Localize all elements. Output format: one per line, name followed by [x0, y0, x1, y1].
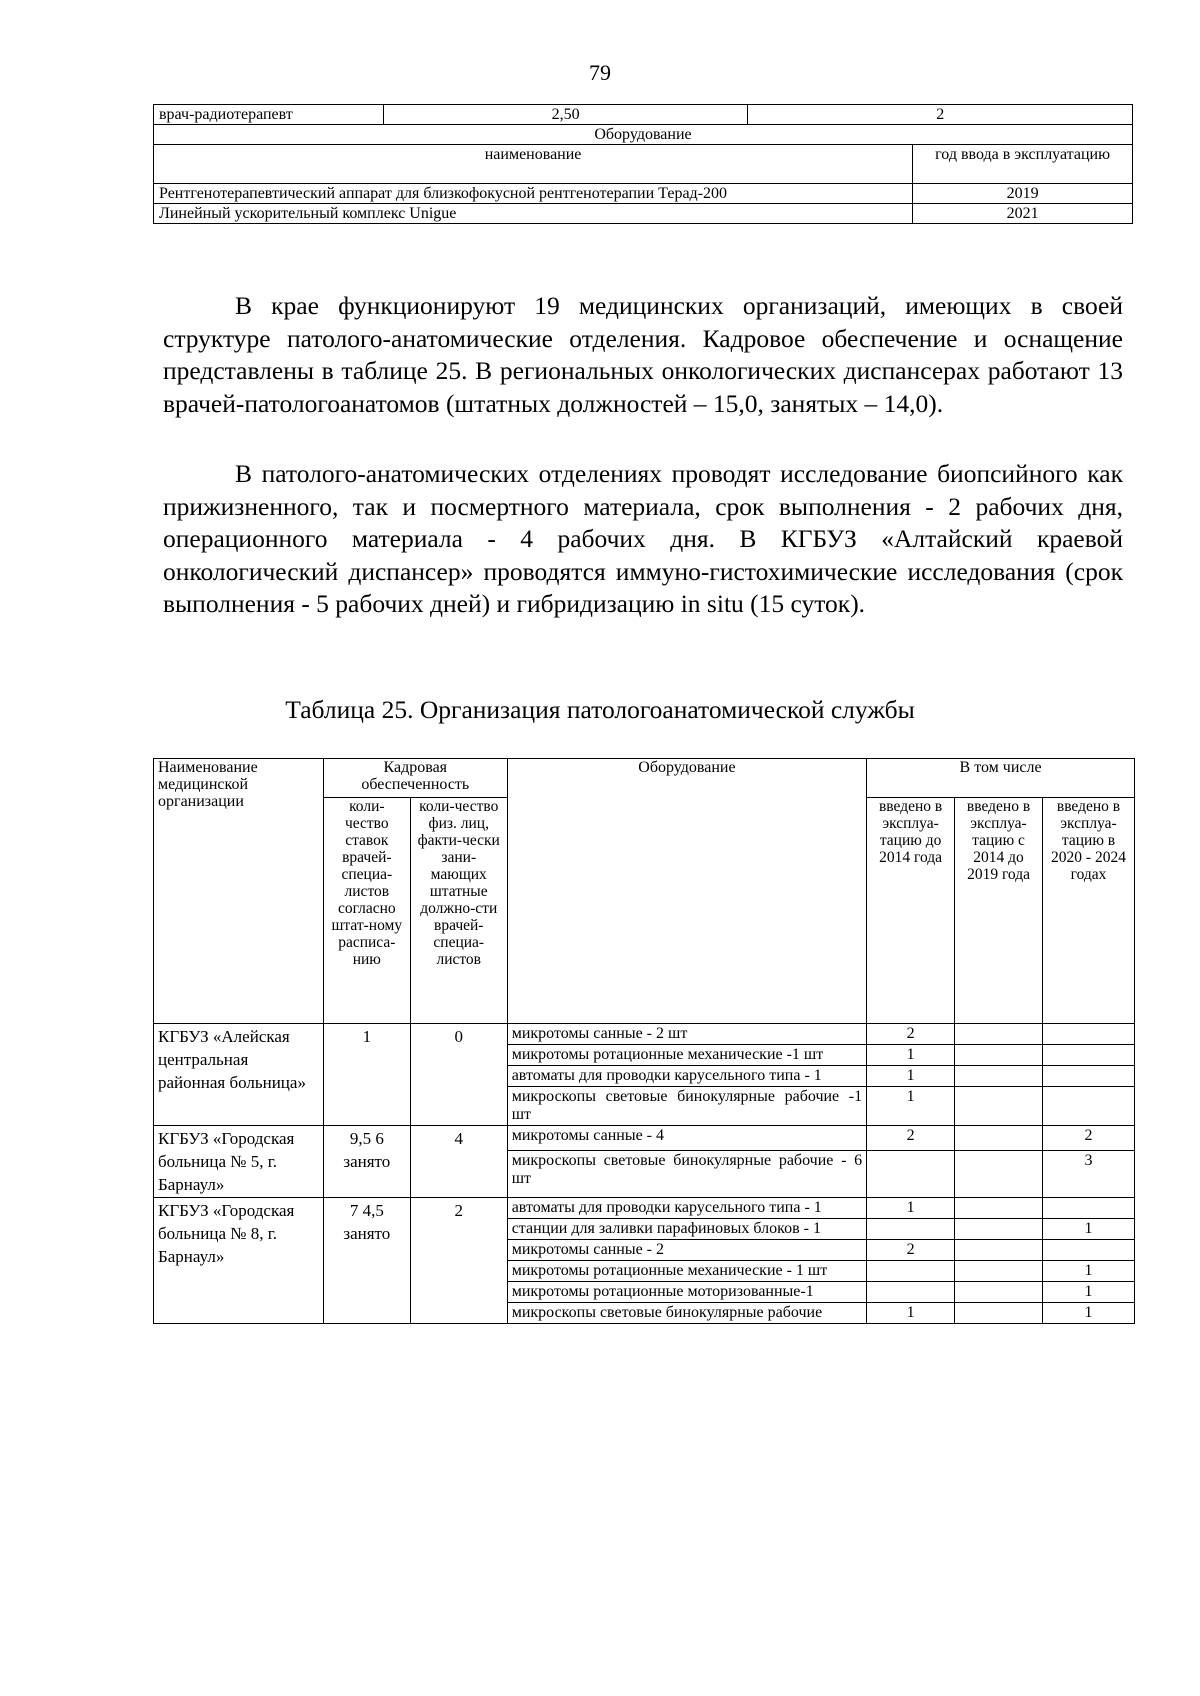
2014-2019-cell	[955, 1282, 1043, 1303]
equipment-cell: микроскопы световые бинокулярные рабочие -1 шт	[507, 1087, 866, 1126]
staff-count-cell: 2	[748, 105, 1133, 125]
staffing-header: Кадровая обеспеченность	[323, 759, 507, 798]
equipment-cell: микротомы санные - 2 шт	[507, 1024, 866, 1045]
table-row	[154, 105, 1133, 125]
staff-positions-header: коли-чество ставок врачей-специа-листов согласно штат-ному расписа-нию	[323, 798, 410, 1024]
table-row	[154, 184, 1133, 204]
2020-2024-cell: 1	[1043, 1261, 1135, 1282]
staff-rate-cell: 2,50	[383, 105, 748, 125]
2014-2019-header: введено в эксплуа-тацию с 2014 до 2019 года	[955, 798, 1043, 1024]
2014-2019-cell	[955, 1261, 1043, 1282]
2020-2024-cell	[1043, 1087, 1135, 1126]
2020-2024-header: введено в эксплуа-тацию в 2020 - 2024 годах	[1043, 798, 1135, 1024]
persons-cell: 0	[410, 1024, 507, 1126]
equipment-cell: станции для заливки парафиновых блоков - 1	[507, 1219, 866, 1240]
2020-2024-cell	[1043, 1198, 1135, 1219]
2014-2019-cell	[955, 1045, 1043, 1066]
year-header: год ввода в эксплуатацию	[913, 145, 1133, 184]
before-2014-cell	[867, 1151, 955, 1198]
equipment-cell: автоматы для проводки карусельного типа - 1	[507, 1066, 866, 1087]
before-2014-cell	[867, 1219, 955, 1240]
staff-persons-header: коли-чество физ. лиц, факти-чески зани-мающих штатные должно-сти врачей-специа-листов	[410, 798, 507, 1024]
equipment-name-cell: Рентгенотерапевтический аппарат для близкофокусной рентгенотерапии Терад-200	[154, 184, 913, 204]
org-header: Наименование медицинской организации	[154, 759, 324, 1024]
table-row	[154, 204, 1133, 224]
equipment-cell: микротомы ротационные механические - 1 шт	[507, 1261, 866, 1282]
2020-2024-cell: 1	[1043, 1303, 1135, 1324]
2014-2019-cell	[955, 1151, 1043, 1198]
2014-2019-cell	[955, 1066, 1043, 1087]
2014-2019-cell	[955, 1240, 1043, 1261]
2014-2019-cell	[955, 1024, 1043, 1045]
before-2014-cell: 1	[867, 1087, 955, 1126]
equipment-cell: автоматы для проводки карусельного типа - 1	[507, 1198, 866, 1219]
table-header-row	[154, 759, 1135, 798]
equipment-year-cell: 2019	[913, 184, 1133, 204]
before-2014-header: введено в эксплуа-тацию до 2014 года	[867, 798, 955, 1024]
equipment-name-header: наименование	[154, 145, 913, 184]
positions-cell: 9,5 6 занято	[323, 1126, 410, 1198]
equipment-cell: микротомы ротационные механические -1 шт	[507, 1045, 866, 1066]
equipment-year-cell: 2021	[913, 204, 1133, 224]
persons-cell: 2	[410, 1198, 507, 1324]
equipment-cell: микротомы ротационные моторизованные-1	[507, 1282, 866, 1303]
2014-2019-cell	[955, 1198, 1043, 1219]
2020-2024-cell	[1043, 1045, 1135, 1066]
before-2014-cell: 2	[867, 1126, 955, 1151]
2020-2024-cell	[1043, 1024, 1135, 1045]
table-row	[154, 1126, 1135, 1151]
before-2014-cell: 1	[867, 1066, 955, 1087]
before-2014-cell	[867, 1282, 955, 1303]
radiotherapy-table	[153, 104, 1133, 224]
page-number: 79	[589, 60, 611, 85]
org-name-cell: КГБУЗ «Алейская центральная районная больница»	[154, 1024, 324, 1126]
before-2014-cell: 2	[867, 1240, 955, 1261]
table-row	[154, 1198, 1135, 1219]
table-caption: Таблица 25. Организация патологоанатомической службы	[285, 695, 915, 724]
before-2014-cell: 1	[867, 1198, 955, 1219]
2020-2024-cell	[1043, 1240, 1135, 1261]
paragraph: В крае функционируют 19 медицинских организаций, имеющих в своей структуре патолого-анатомические отделения. Кадровое обеспечение и оснащение представлены в таблице 25. В региональных онкологических диспансерах работают 13 врачей-патологоанатомов (штатных должностей – 15,0, занятых – 14,0).	[163, 291, 1123, 418]
positions-cell: 1	[323, 1024, 410, 1126]
before-2014-cell	[867, 1261, 955, 1282]
paragraph: В патолого-анатомических отделениях проводят исследование биопсийного как прижизненного, так и посмертного материала, срок выполнения - 2 рабочих дня, операционного материала - 4 рабочих дня. В КГБУЗ «Алтайский краевой онкологический диспансер» проводятся иммуно-гистохимические исследования (срок выполнения - 5 рабочих дней) и гибридизацию in situ (15 суток).	[163, 459, 1123, 618]
2014-2019-cell	[955, 1087, 1043, 1126]
pathology-table	[153, 758, 1135, 1324]
equipment-cell: микротомы санные - 4	[507, 1126, 866, 1151]
equipment-cell: микротомы санные - 2	[507, 1240, 866, 1261]
equipment-name-cell: Линейный ускорительный комплекс Unigue	[154, 204, 913, 224]
persons-cell: 4	[410, 1126, 507, 1198]
staff-name-cell: врач-радиотерапевт	[154, 105, 384, 125]
equipment-cell: микроскопы световые бинокулярные рабочие - 6 шт	[507, 1151, 866, 1198]
2020-2024-cell: 1	[1043, 1282, 1135, 1303]
2020-2024-cell	[1043, 1066, 1135, 1087]
2014-2019-cell	[955, 1303, 1043, 1324]
org-name-cell: КГБУЗ «Городская больница № 5, г. Барнаул»	[154, 1126, 324, 1198]
pathology-table-body	[154, 1024, 1135, 1324]
table-row	[154, 1024, 1135, 1045]
2020-2024-cell: 2	[1043, 1126, 1135, 1151]
including-header: В том числе	[867, 759, 1135, 798]
equipment-header: Оборудование	[507, 759, 866, 1024]
2020-2024-cell: 3	[1043, 1151, 1135, 1198]
2014-2019-cell	[955, 1126, 1043, 1151]
org-name-cell: КГБУЗ «Городская больница № 8, г. Барнаул»	[154, 1198, 324, 1324]
positions-cell: 7 4,5 занято	[323, 1198, 410, 1324]
before-2014-cell: 2	[867, 1024, 955, 1045]
equipment-cell: микроскопы световые бинокулярные рабочие	[507, 1303, 866, 1324]
equipment-section-title: Оборудование	[154, 125, 1133, 145]
table-header-row	[154, 145, 1133, 184]
before-2014-cell: 1	[867, 1045, 955, 1066]
table-row	[154, 125, 1133, 145]
2014-2019-cell	[955, 1219, 1043, 1240]
before-2014-cell: 1	[867, 1303, 955, 1324]
2020-2024-cell: 1	[1043, 1219, 1135, 1240]
